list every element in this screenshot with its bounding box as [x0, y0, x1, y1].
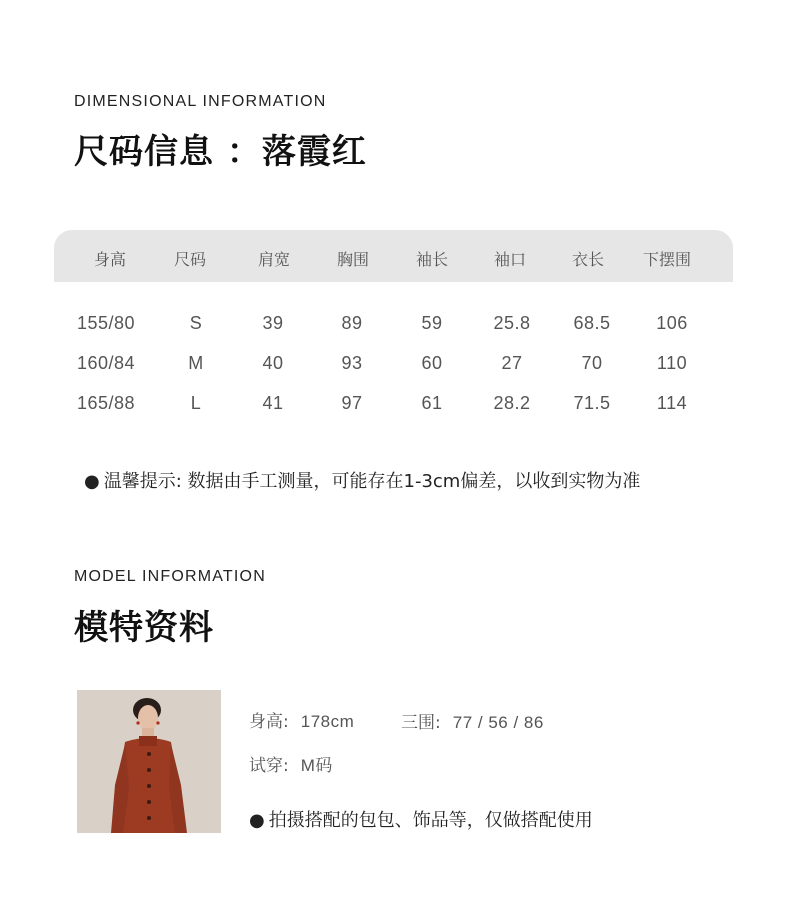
size-table-header: [54, 230, 733, 282]
cell-size: M: [188, 353, 204, 373]
measurement-note-text: 温馨提示: 数据由手工测量，可能存在1-3cm偏差，以收到实物为准: [103, 471, 641, 492]
cell-length: 71.5: [573, 393, 611, 413]
cell-hem: 110: [656, 353, 688, 373]
model-note: [249, 806, 593, 832]
cell-size: L: [190, 393, 202, 413]
table-row: [0, 393, 790, 417]
table-row: [0, 313, 790, 337]
model-height: [249, 707, 354, 732]
cell-length: 70: [581, 353, 603, 373]
header-length: 衣长: [571, 250, 604, 269]
measurement-note: [84, 467, 640, 493]
model-height-label: 身高:: [249, 712, 289, 732]
cell-sleeve-length: 59: [421, 313, 443, 333]
cell-hem: 106: [656, 313, 688, 333]
header-bust: 胸围: [336, 250, 369, 269]
cell-shoulder: 39: [262, 313, 284, 333]
header-shoulder: 肩宽: [257, 250, 290, 269]
cell-bust: 97: [341, 393, 363, 413]
cell-bust: 89: [341, 313, 363, 333]
model-tryon-label: 试穿:: [249, 756, 289, 776]
cell-shoulder: 41: [262, 393, 284, 413]
cell-height: 165/88: [76, 393, 136, 413]
model-measurements-value: 77 / 56 / 86: [452, 713, 544, 732]
cell-height: 160/84: [76, 353, 136, 373]
cell-hem: 114: [656, 393, 688, 413]
header-cuff: 袖口: [493, 250, 526, 269]
cell-bust: 93: [341, 353, 363, 373]
model-tryon: [249, 751, 333, 776]
model-measurements-label: 三围:: [401, 713, 441, 733]
table-row: [0, 353, 790, 377]
model-kicker: MODEL INFORMATION: [74, 568, 266, 585]
model-tryon-value: M码: [300, 756, 333, 775]
model-photo: [77, 690, 221, 833]
dimension-title: 尺码信息 ：落霞红: [74, 132, 367, 172]
cell-cuff: 25.8: [493, 313, 531, 333]
cell-height: 155/80: [76, 313, 136, 333]
cell-shoulder: 40: [262, 353, 284, 373]
header-size: 尺码: [173, 250, 206, 269]
model-measurements: [401, 708, 544, 733]
model-figure-icon: [77, 690, 221, 833]
model-height-value: 178cm: [300, 712, 355, 731]
cell-length: 68.5: [573, 313, 611, 333]
header-hem: 下摆围: [642, 250, 691, 269]
cell-cuff: 27: [501, 353, 523, 373]
bullet-icon: ●: [84, 471, 100, 492]
bullet-icon: ●: [249, 810, 265, 831]
cell-size: S: [189, 313, 203, 333]
cell-sleeve-length: 61: [421, 393, 443, 413]
header-sleeve-length: 袖长: [415, 250, 448, 269]
model-title: 模特资料: [74, 608, 214, 648]
dimension-kicker: DIMENSIONAL INFORMATION: [74, 93, 327, 110]
header-height: 身高: [93, 250, 126, 269]
cell-cuff: 28.2: [493, 393, 531, 413]
model-note-text: 拍摄搭配的包包、饰品等，仅做搭配使用: [268, 810, 593, 831]
cell-sleeve-length: 60: [421, 353, 443, 373]
